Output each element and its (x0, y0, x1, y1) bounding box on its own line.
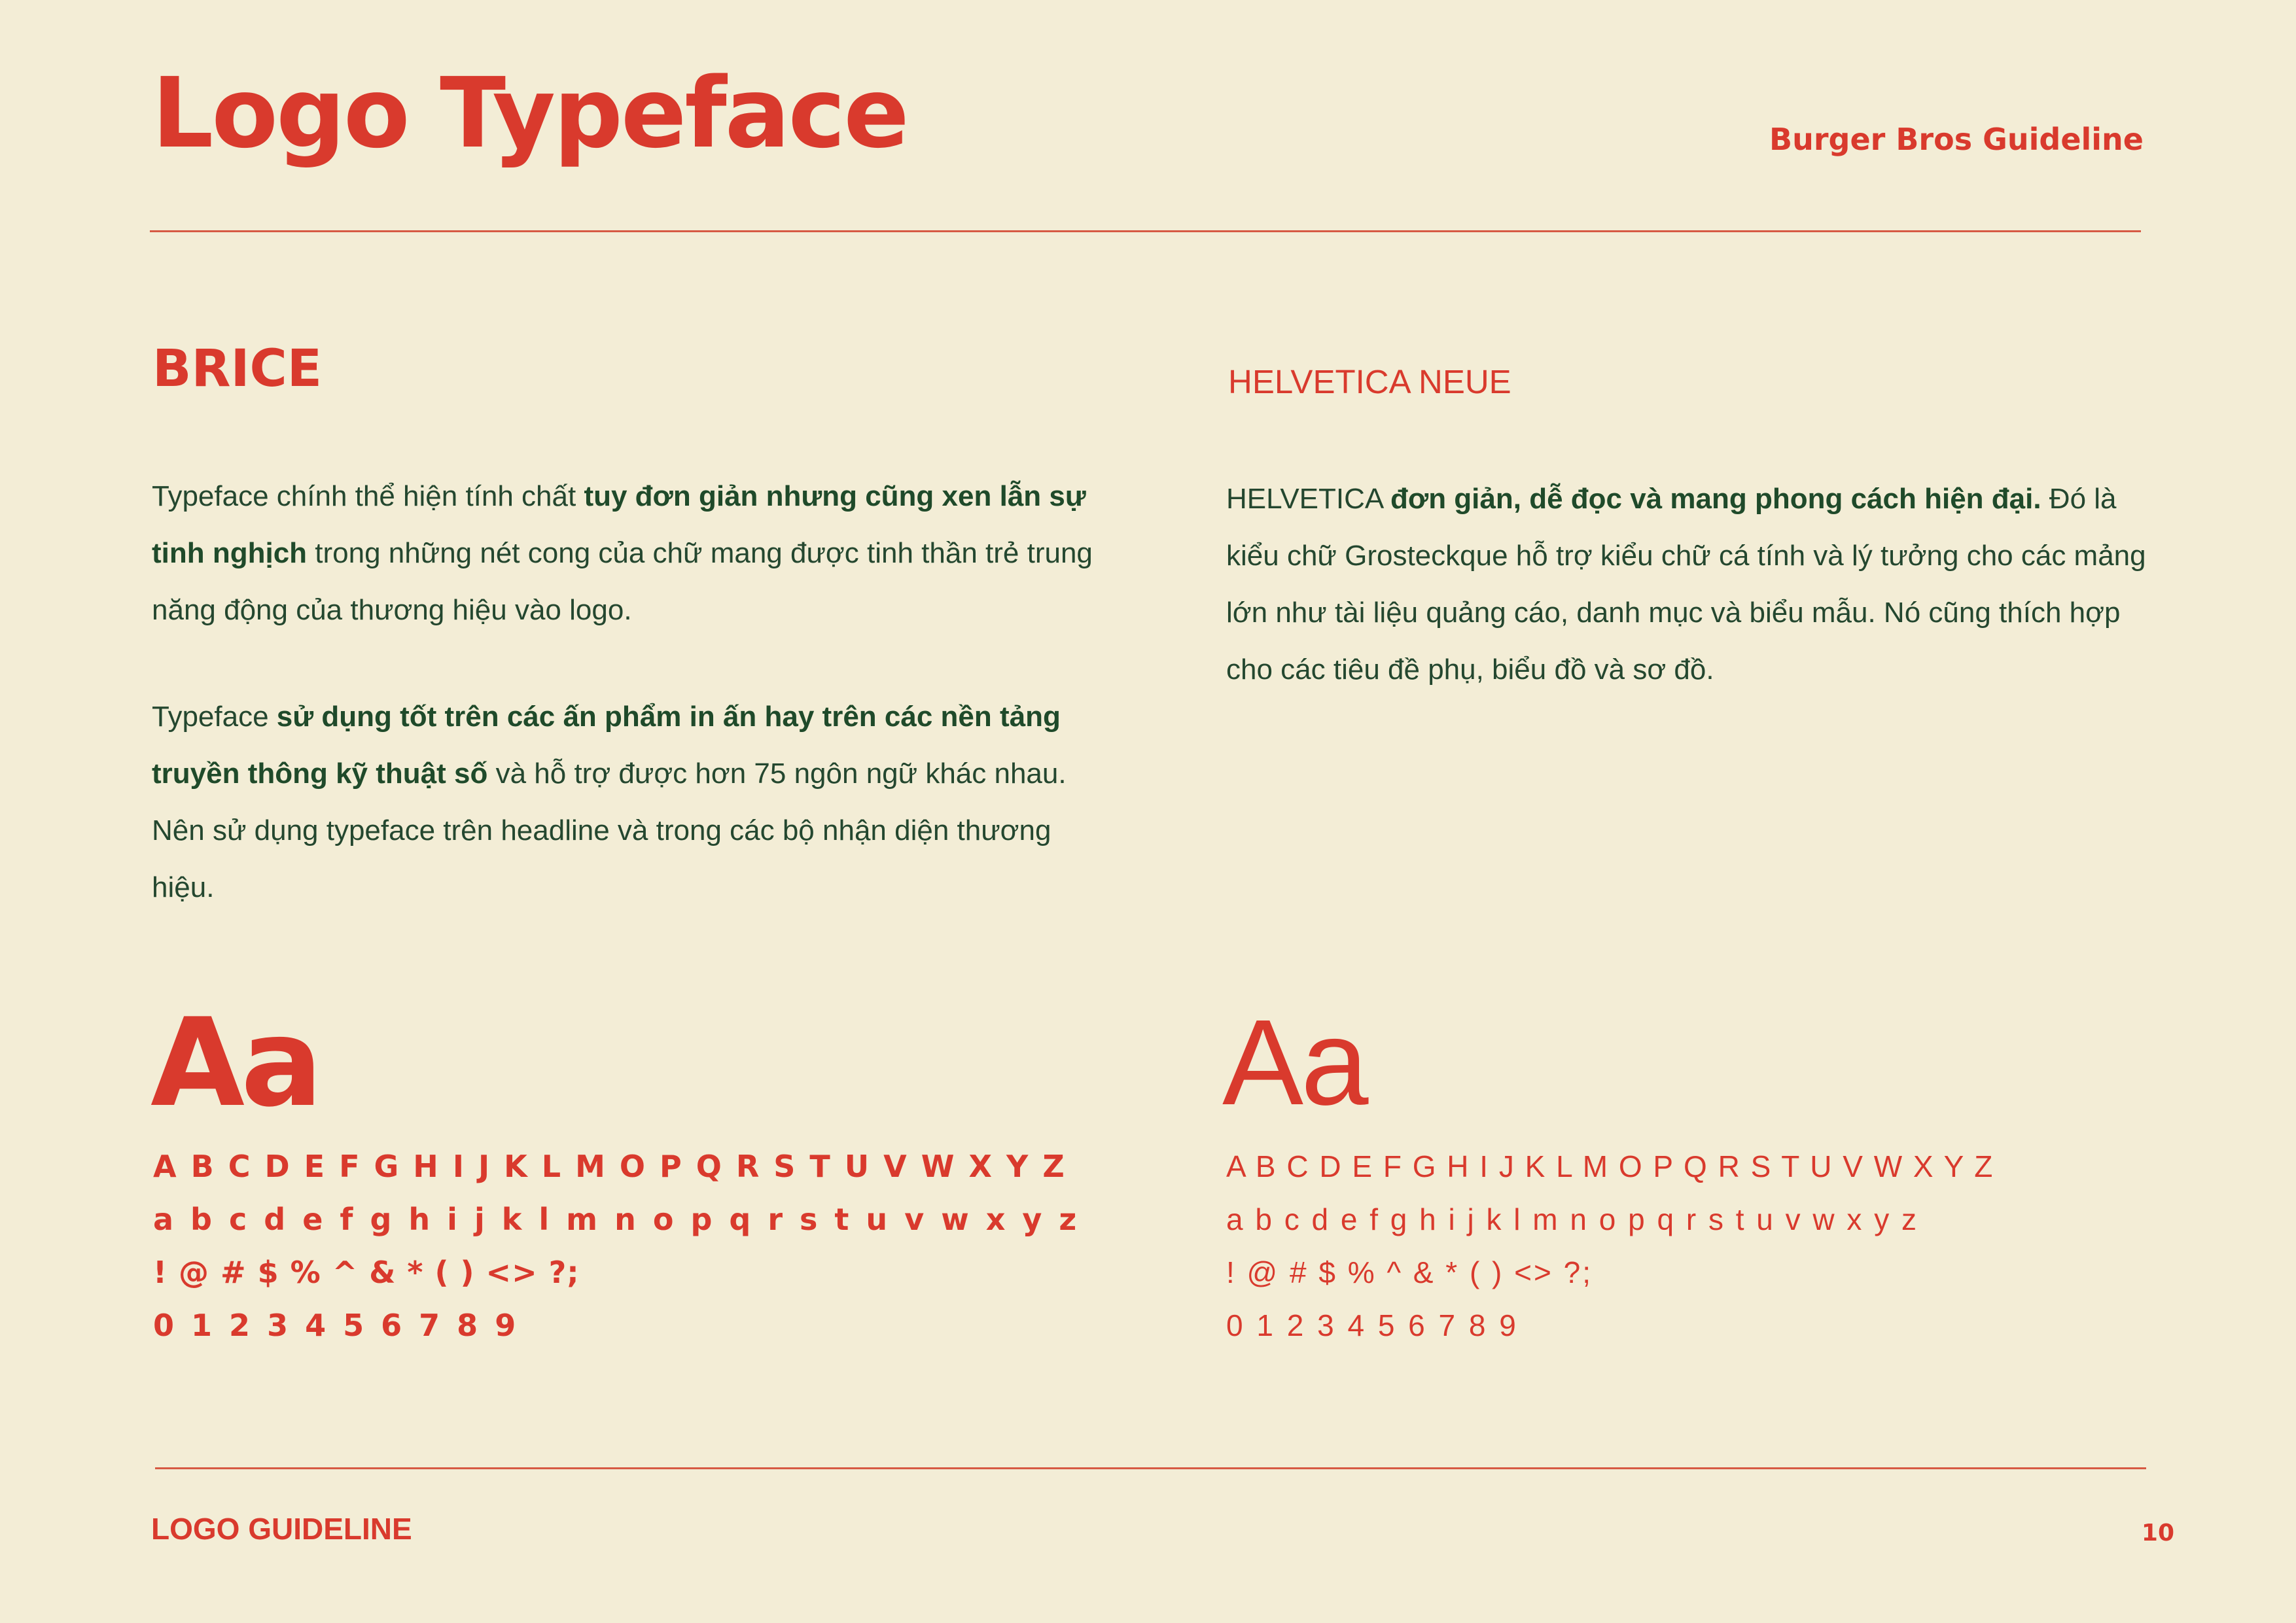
helvetica-character-set (1226, 1140, 1994, 1352)
helvetica-specimen: Aa (1222, 995, 1366, 1130)
body-text: trong những nét cong của chữ mang được tinh thần trẻ trung năng động của thương hiệu vào logo. (152, 537, 1093, 626)
brice-lowercase-row: a b c d e f g h i j k l m n o p q r s t u v w x y z (153, 1202, 1080, 1237)
helvetica-description (1226, 470, 2168, 698)
brice-character-set (153, 1140, 1080, 1352)
emphasis-text: đơn giản, dễ đọc và mang phong cách hiện đại. (1390, 483, 2041, 515)
body-text: HELVETICA (1226, 483, 1391, 515)
emphasis-text: sử dụng tốt trên các ấn phẩm in ấn hay trên các nền tảng truyền thông kỹ thuật số (152, 701, 1061, 790)
body-text: và hỗ trợ được hơn 75 ngôn ngữ khác nhau. Nên sử dụng typeface trên headline và trong các bộ nhận diện thương hiệu. (152, 758, 1067, 903)
helvetica-font-name: HELVETICA NEUE (1228, 363, 1511, 400)
brice-description-2 (152, 688, 1101, 916)
helvetica-numbers-row: 0 1 2 3 4 5 6 7 8 9 (1226, 1308, 1519, 1342)
body-text: Đó là kiểu chữ Grosteckque hỗ trợ kiểu chữ cá tính và lý tưởng cho các mảng lớn như tài liệu quảng cáo, danh mục và biểu mẫu. Nó cũng thích hợp cho các tiêu đề phụ, biểu đồ và sơ đồ. (1226, 483, 2146, 686)
brice-font-name: BRICE (152, 340, 323, 398)
brand-guideline-label: Burger Bros Guideline (1769, 122, 2144, 157)
helvetica-symbols-row: ! @ # $ % ^ & * ( ) <> ?; (1226, 1255, 1593, 1289)
brice-numbers-row: 0 1 2 3 4 5 6 7 8 9 (153, 1308, 520, 1343)
page-number: 10 (2141, 1520, 2174, 1546)
brice-symbols-row: ! @ # $ % ^ & * ( ) <> ?; (153, 1255, 580, 1290)
brice-uppercase-row: A B C D E F G H I J K L M O P Q R S T U V W X Y Z (153, 1149, 1067, 1184)
emphasis-text: tuy đơn giản nhưng cũng xen lẫn sự tinh nghịch (152, 480, 1086, 569)
brice-description-1 (152, 468, 1101, 638)
header-divider (150, 230, 2141, 232)
footer-divider (155, 1467, 2146, 1469)
brice-specimen: Aa (150, 992, 319, 1134)
page-title: Logo Typeface (152, 57, 908, 169)
footer-section-label: LOGO GUIDELINE (151, 1512, 412, 1546)
helvetica-lowercase-row: a b c d e f g h i j k l m n o p q r s t u v w x y z (1226, 1202, 1918, 1236)
helvetica-uppercase-row: A B C D E F G H I J K L M O P Q R S T U V W X Y Z (1226, 1149, 1994, 1183)
body-text: Typeface (152, 701, 277, 733)
body-text: Typeface chính thể hiện tính chất (152, 480, 584, 512)
